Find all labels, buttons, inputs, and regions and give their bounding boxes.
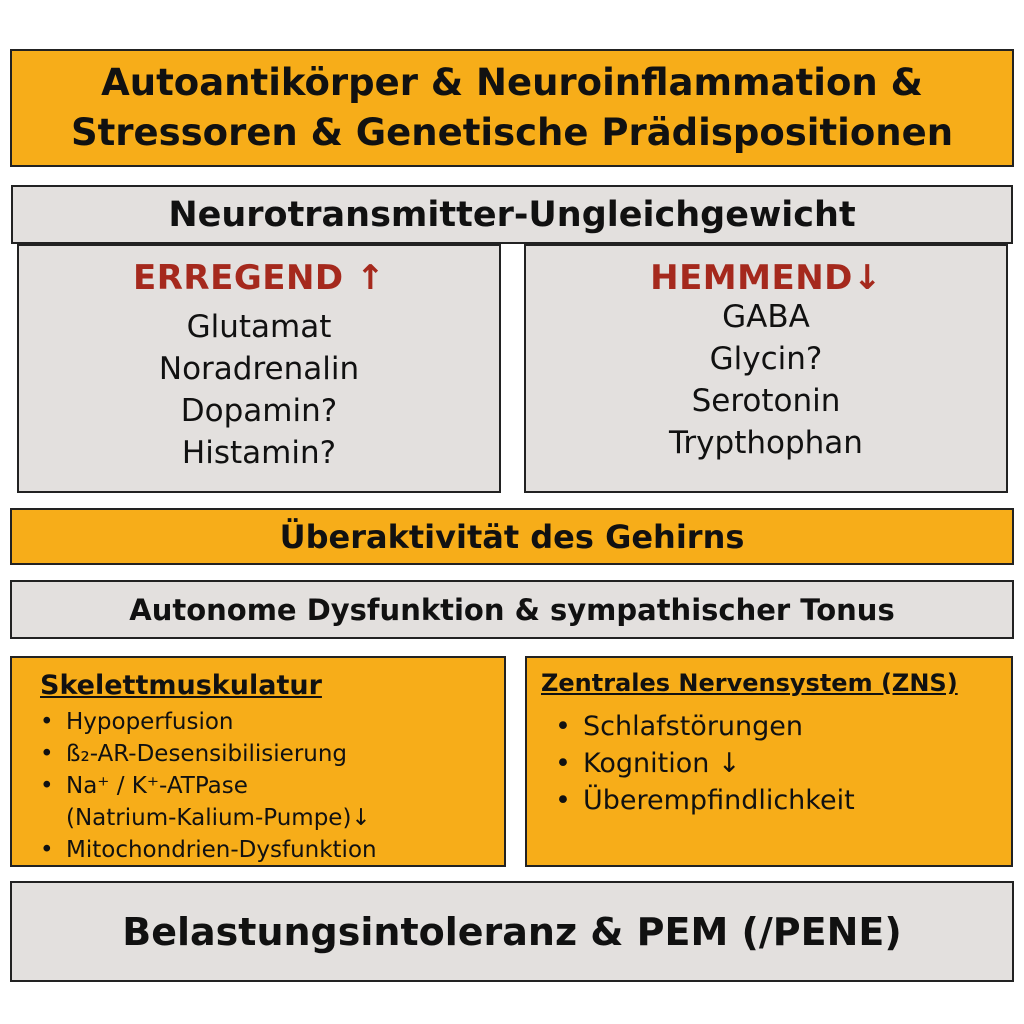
- list-item: [40, 834, 504, 866]
- list-item: Glutamat: [186, 309, 332, 345]
- neurotransmitter-title: Neurotransmitter-Ungleichgewicht: [168, 194, 856, 235]
- neurotransmitter-title-box: [11, 185, 1013, 244]
- causes-line-1: Autoantikörper & Neuroinflammation &: [101, 61, 923, 104]
- bullet-icon: •: [40, 773, 54, 799]
- cns-list: [541, 708, 1011, 819]
- inhibitory-box: [524, 244, 1008, 493]
- list-item-text: Hypoperfusion: [66, 709, 234, 735]
- list-item-text: (Natrium-Kalium-Pumpe)↓: [66, 805, 371, 831]
- list-item-text: Na⁺ / K⁺-ATPase: [66, 773, 248, 799]
- overactivity-box: [10, 508, 1014, 565]
- list-item: Glycin?: [709, 341, 823, 377]
- list-item: [541, 745, 1011, 782]
- list-item: [40, 738, 504, 770]
- list-item: [40, 706, 504, 738]
- list-item: [541, 782, 1011, 819]
- list-item: Serotonin: [691, 383, 841, 419]
- outcome-label: Belastungsintoleranz & PEM (/PENE): [122, 909, 902, 954]
- list-item-text: ß₂-AR-Desensibilisierung: [66, 741, 348, 767]
- cns-box: [525, 656, 1013, 867]
- skeletal-heading: Skelettmuskulatur: [40, 670, 322, 701]
- list-item: [40, 770, 504, 802]
- list-item-text: Schlafstörungen: [583, 711, 804, 742]
- list-item: Histamin?: [181, 435, 337, 471]
- bullet-icon: •: [555, 785, 571, 816]
- list-item-text: Mitochondrien-Dysfunktion: [66, 837, 377, 863]
- list-item-continuation: [40, 802, 504, 834]
- list-item: GABA: [722, 299, 810, 335]
- bullet-icon: •: [555, 748, 571, 779]
- excitatory-box: [17, 244, 501, 493]
- bullet-icon: •: [40, 709, 54, 735]
- list-item-text: Kognition ↓: [583, 748, 741, 779]
- causes-line-2: Stressoren & Genetische Prädispositionen: [70, 111, 954, 154]
- excitatory-heading: ERREGEND ↑: [133, 258, 385, 298]
- causes-box: [10, 49, 1014, 167]
- autonomic-box: [10, 580, 1014, 639]
- bullet-icon: •: [40, 741, 54, 767]
- list-item: [541, 708, 1011, 745]
- bullet-icon: •: [555, 711, 571, 742]
- overactivity-label: Überaktivität des Gehirns: [279, 517, 745, 556]
- autonomic-label: Autonome Dysfunktion & sympathischer Tonus: [129, 592, 895, 627]
- list-item: Trypthophan: [669, 425, 863, 461]
- skeletal-list: [40, 706, 504, 866]
- list-item: Dopamin?: [180, 393, 338, 429]
- list-item-text: Überempfindlichkeit: [583, 785, 855, 816]
- bullet-icon: •: [40, 837, 54, 863]
- cns-heading: Zentrales Nervensystem (ZNS): [541, 669, 958, 697]
- inhibitory-heading: HEMMEND↓: [650, 258, 882, 298]
- excitatory-list: [159, 306, 359, 474]
- list-item: Noradrenalin: [158, 351, 360, 387]
- skeletal-muscle-box: [10, 656, 506, 867]
- inhibitory-list: [669, 296, 863, 464]
- outcome-box: [10, 881, 1014, 982]
